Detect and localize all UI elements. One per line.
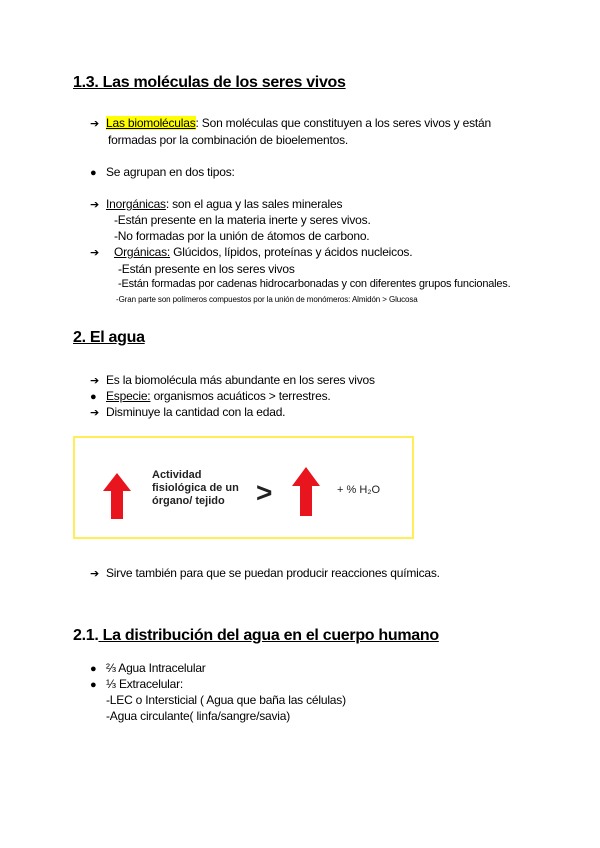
section-2-1-heading: La distribución del agua en el cuerpo humano [98, 627, 439, 644]
distribution-item-1-text: ⅔ Agua Intracelular [106, 661, 206, 675]
bullet-icon: ● [90, 167, 97, 179]
species-term: Especie: [106, 389, 151, 403]
water-percentage-label: + % H₂O [337, 484, 381, 496]
inorganic-detail-1: -Están presente en la materia inerte y seres vivos. [114, 213, 371, 227]
definition-continuation: formadas por la combinación de bioelementos. [108, 133, 349, 147]
red-up-arrow-icon-left [103, 473, 131, 519]
distribution-detail-2: -Agua circulante( linfa/sangre/savia) [106, 709, 291, 723]
red-up-arrow-icon-right [292, 467, 320, 516]
distribution-item-1 [90, 661, 206, 675]
organic-detail-2: -Están formadas por cadenas hidrocarbonadas y con diferentes grupos funcionales. [118, 278, 511, 290]
water-item-3 [90, 405, 285, 419]
organic-term: Orgánicas: [114, 245, 171, 259]
distribution-detail-1: -LEC o Intersticial ( Agua que baña las células) [106, 693, 346, 707]
arrow-bullet-icon: ➔ [90, 568, 100, 580]
water-item-4-text: Sirve también para que se puedan producir reacciones químicas. [106, 566, 440, 580]
biomolecules-term: Las biomoléculas [106, 116, 196, 130]
figure-label-line-3: órgano/ tejido [152, 495, 225, 507]
bullet-icon: ● [90, 679, 97, 691]
water-item-3-text: Disminuye la cantidad con la edad. [106, 405, 286, 419]
organic-detail-1: -Están presente en los seres vivos [118, 262, 295, 276]
group-intro [90, 165, 235, 179]
biomolecules-definition [90, 116, 491, 130]
arrow-bullet-icon: ➔ [90, 118, 100, 130]
distribution-item-2-text: ⅓ Extracelular: [106, 677, 184, 691]
bullet-icon: ● [90, 391, 97, 403]
water-activity-figure [73, 436, 414, 539]
definition-text: : Son moléculas que constituyen a los seres vivos y están [195, 116, 491, 130]
water-item-2-text: organismos acuáticos > terrestres. [150, 389, 331, 403]
inorganic-term: Inorgánicas [106, 197, 166, 211]
figure-label-line-2: fisiológica de un [152, 482, 239, 494]
section-2-1-number: 2.1. [73, 627, 99, 644]
organic-text: Glúcidos, lípidos, proteínas y ácidos nucleicos. [170, 245, 413, 259]
inorganic-detail-2: -No formadas por la unión de átomos de carbono. [114, 229, 370, 243]
greater-than-symbol: > [256, 477, 273, 508]
figure-label-line-1: Actividad [152, 469, 202, 481]
arrow-bullet-icon: ➔ [90, 199, 100, 211]
arrow-bullet-icon: ➔ [90, 247, 100, 259]
section-2-1-title [73, 627, 439, 645]
inorganic-text: : son el agua y las sales minerales [165, 197, 343, 211]
group-intro-text: Se agrupan en dos tipos: [106, 165, 235, 179]
section-2-title: 2. El agua [73, 329, 145, 346]
organic-item [90, 245, 412, 259]
water-item-1-text: Es la biomolécula más abundante en los seres vivos [106, 373, 375, 387]
arrow-bullet-icon: ➔ [90, 375, 100, 387]
arrow-bullet-icon: ➔ [90, 407, 100, 419]
bullet-icon: ● [90, 663, 97, 675]
organic-detail-3: -Gran parte son polímeros compuestos por la unión de monómeros: Almidón > Glucosa [116, 295, 418, 304]
water-item-4 [90, 566, 440, 580]
water-item-1 [90, 373, 375, 387]
distribution-item-2 [90, 677, 183, 691]
section-1-3-title: 1.3. Las moléculas de los seres vivos [73, 74, 346, 91]
inorganic-item [90, 197, 342, 211]
water-item-2 [90, 389, 331, 403]
